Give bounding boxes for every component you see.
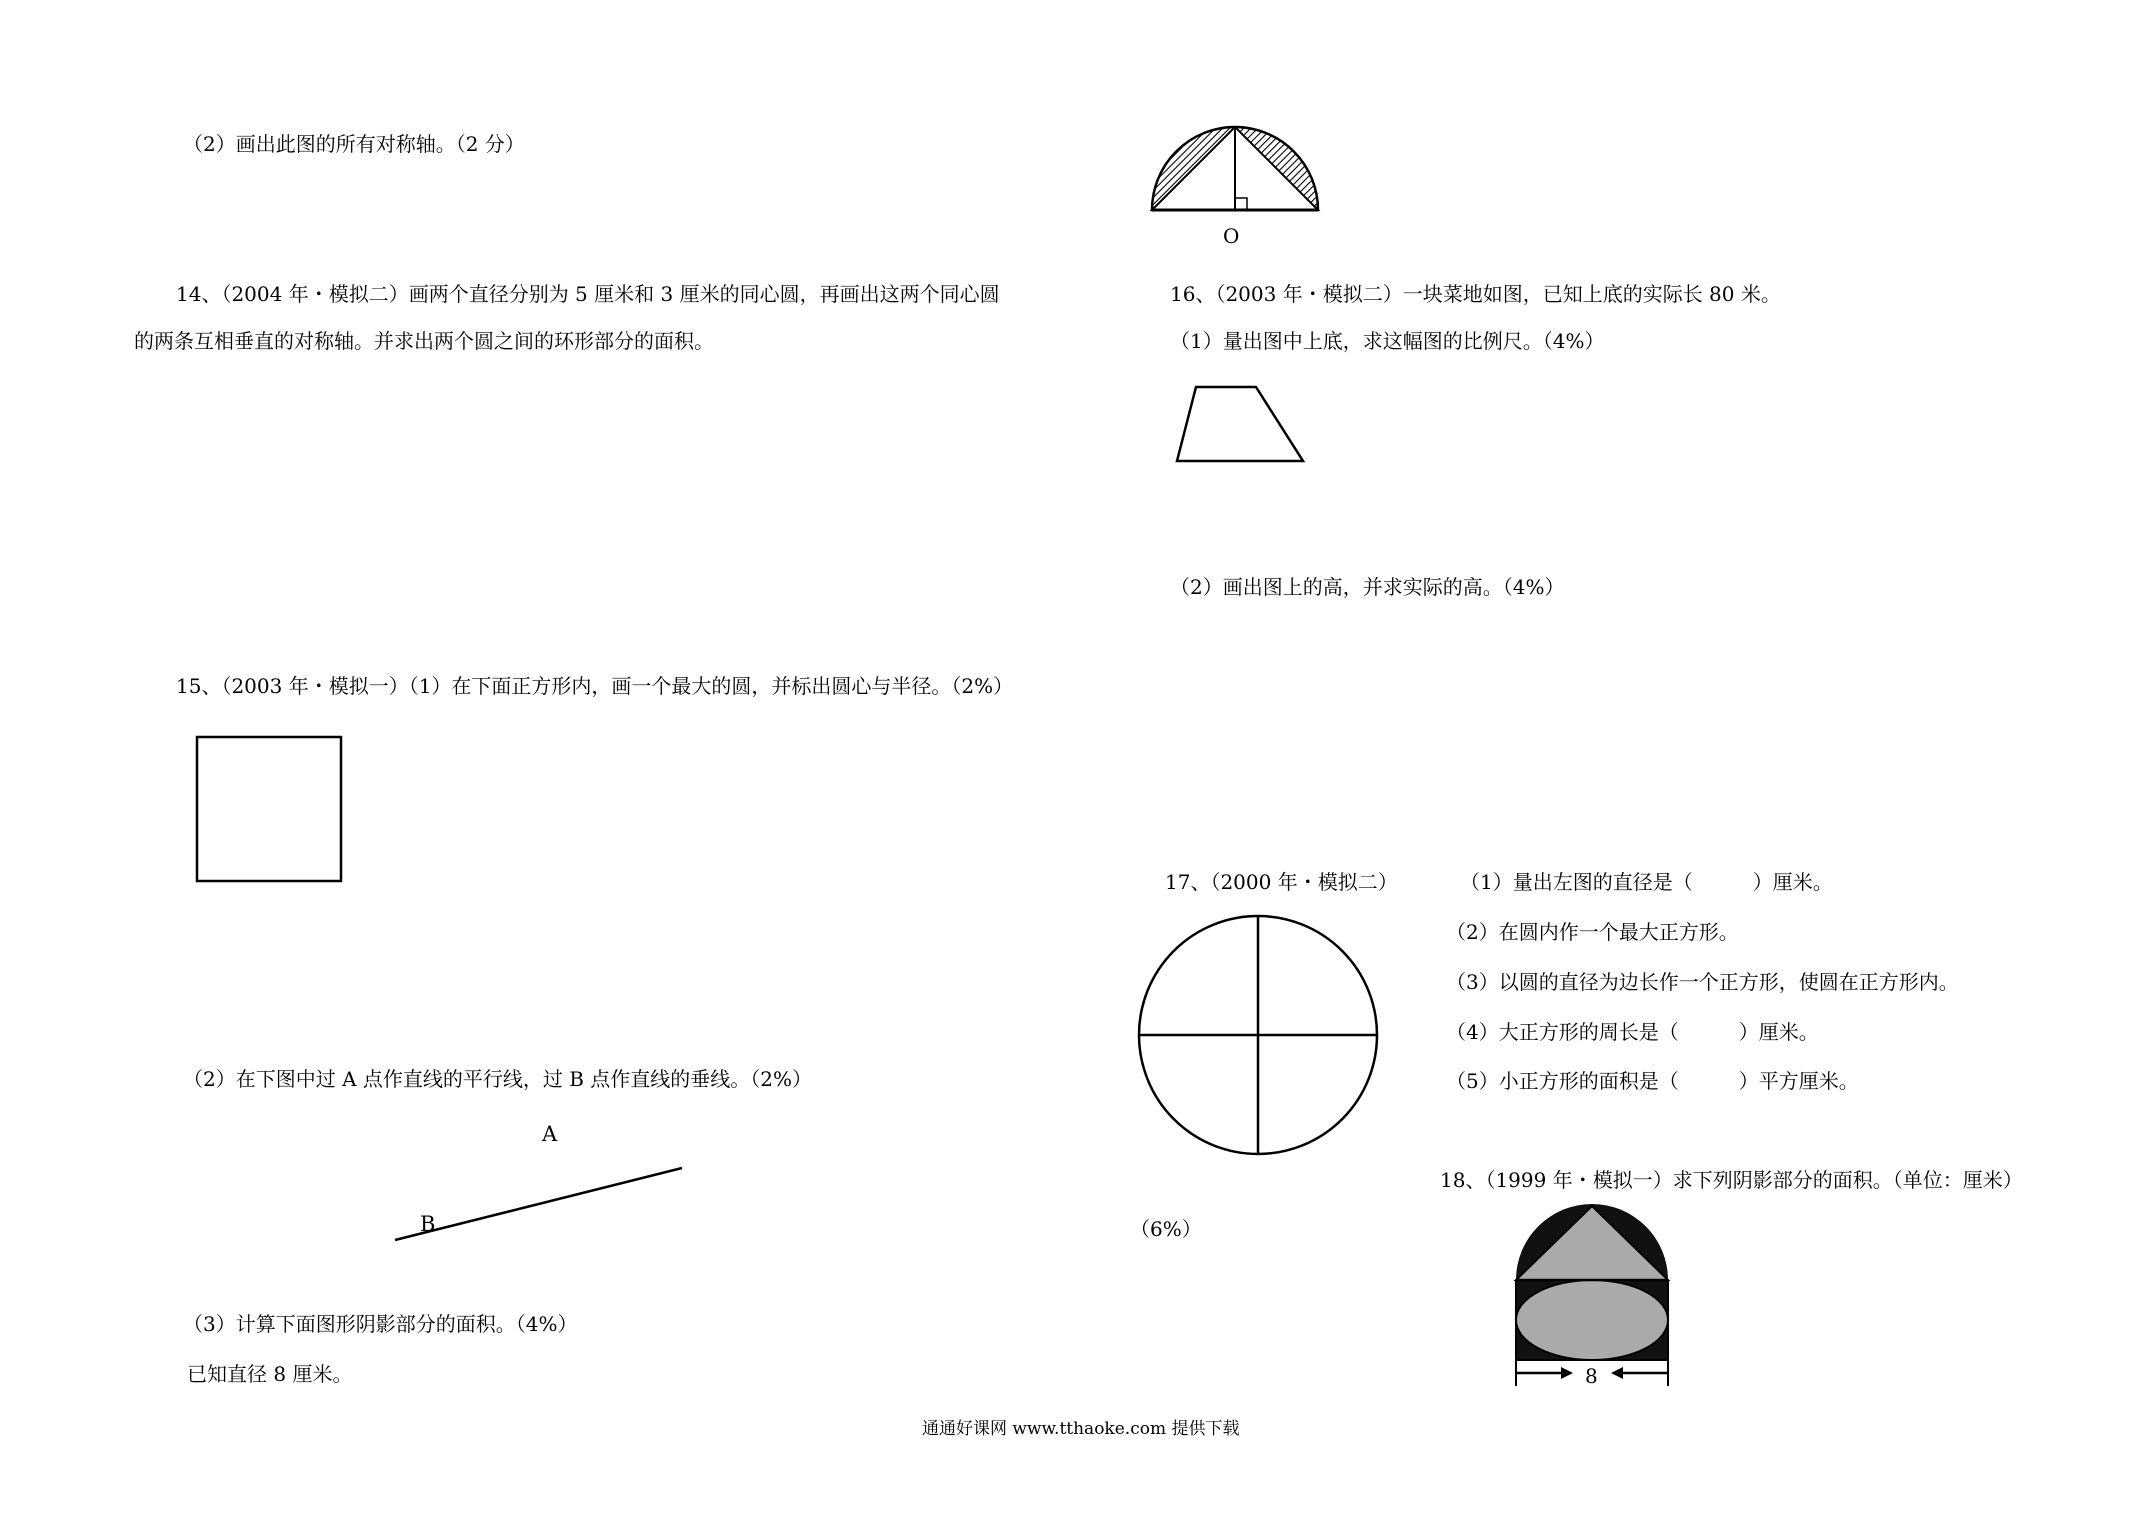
q17-part2-text: （2）在圆内作一个最大正方形。 [1446, 920, 1739, 944]
point-b-label: B [420, 1212, 436, 1236]
q14-text-line1: 14、（2004 年・模拟二）画两个直径分别为 5 厘米和 3 厘米的同心圆，再画出这两个同心圆 [176, 282, 1000, 306]
q16-text: 16、（2003 年・模拟二）一块菜地如图，已知上底的实际长 80 米。 [1170, 282, 1781, 306]
q15-part2-text: （2）在下图中过 A 点作直线的平行线，过 B 点作直线的垂线。（2%） [183, 1067, 813, 1091]
q17-part1-text: （1）量出左图的直径是（ ）厘米。 [1460, 870, 1833, 894]
page-footer: 通通好课网 www.tthaoke.com 提供下载 [922, 1419, 1240, 1439]
q15-part3-text: （3）计算下面图形阴影部分的面积。（4%） [183, 1312, 578, 1336]
q15-part3-given: 已知直径 8 厘米。 [187, 1362, 353, 1386]
q14-text-line2: 的两条互相垂直的对称轴。并求出两个圆之间的环形部分的面积。 [134, 329, 714, 353]
q17-circle-figure [1130, 910, 1390, 1160]
q18-dimension-label: 8 [1585, 1364, 1598, 1388]
point-a-label: A [542, 1122, 558, 1146]
q13-part2-text: （2）画出此图的所有对称轴。（2 分） [183, 132, 525, 156]
q15-square-figure [190, 730, 350, 890]
q17-part4-text: （4）大正方形的周长是（ ）厘米。 [1446, 1020, 1819, 1044]
q16-trapezoid-figure [1170, 380, 1320, 470]
q17-part3-text: （3）以圆的直径为边长作一个正方形，使圆在正方形内。 [1446, 970, 1959, 994]
q17-part5-text: （5）小正方形的面积是（ ）平方厘米。 [1446, 1069, 1859, 1093]
q16-part1-text: （1）量出图中上底，求这幅图的比例尺。（4%） [1170, 329, 1605, 353]
center-o-label: O [1223, 224, 1240, 248]
q18-text: 18、（1999 年・模拟一）求下列阴影部分的面积。（单位：厘米） [1440, 1168, 2023, 1192]
q17-score: （6%） [1130, 1217, 1202, 1241]
q15-part1-text: 15、（2003 年・模拟一）（1）在下面正方形内，画一个最大的圆，并标出圆心与半径。（2%） [176, 674, 1014, 698]
q13-semicircle-figure [1140, 118, 1340, 228]
q16-part2-text: （2）画出图上的高，并求实际的高。（4%） [1170, 575, 1565, 599]
q17-title: 17、（2000 年・模拟二） [1165, 870, 1398, 894]
q15-line-figure [380, 1150, 700, 1250]
